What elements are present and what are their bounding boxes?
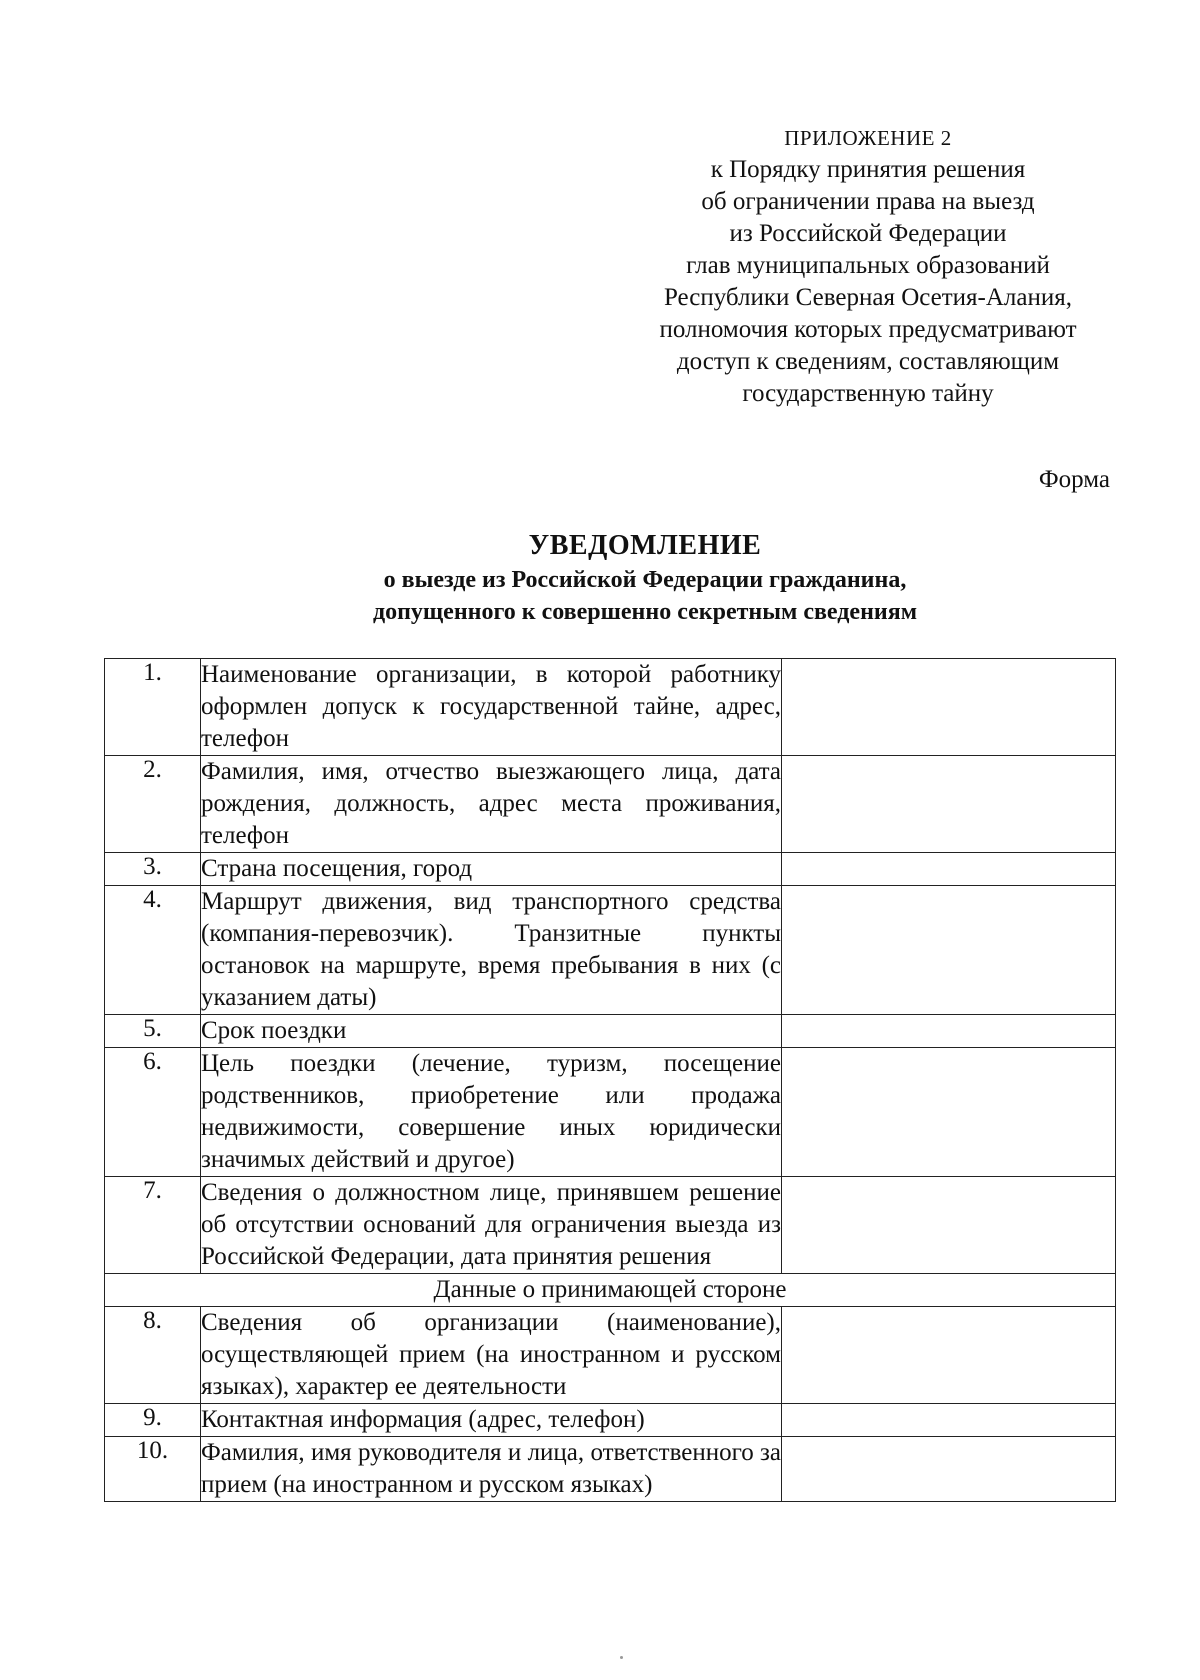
table-row xyxy=(105,1048,1116,1177)
table-row xyxy=(105,886,1116,1015)
notification-form-table xyxy=(104,658,1116,1502)
table-row xyxy=(105,1307,1116,1404)
row-description: Сведения об организации (наименование), осуществляющей прием (на иностранном и русском языках), характер ее деятельности xyxy=(201,1307,782,1404)
row-description: Цель поездки (лечение, туризм, посещение родственников, приобретение или продажа недвижимости, совершение иных юридически значимых действий и другое) xyxy=(201,1048,782,1177)
row-number: 7. xyxy=(105,1177,201,1274)
row-description: Срок поездки xyxy=(201,1015,782,1048)
section-row xyxy=(105,1274,1116,1307)
row-value-cell[interactable] xyxy=(782,1307,1116,1404)
row-description: Фамилия, имя, отчество выезжающего лица, дата рождения, должность, адрес места проживания, телефон xyxy=(201,756,782,853)
table-row xyxy=(105,659,1116,756)
table-row xyxy=(105,1437,1116,1502)
appendix-block xyxy=(628,122,1108,410)
row-number: 6. xyxy=(105,1048,201,1177)
row-number: 8. xyxy=(105,1307,201,1404)
appendix-line: доступ к сведениям, составляющим xyxy=(676,348,1060,375)
row-value-cell[interactable] xyxy=(782,756,1116,853)
row-value-cell[interactable] xyxy=(782,1177,1116,1274)
row-value-cell[interactable] xyxy=(782,1048,1116,1177)
document-title: УВЕДОМЛЕНИЕ xyxy=(528,530,762,561)
table-row xyxy=(105,853,1116,886)
appendix-line: об ограничении права на выезд xyxy=(701,188,1035,215)
appendix-line: Республики Северная Осетия-Алания, xyxy=(663,284,1073,311)
scan-dot xyxy=(620,1656,623,1659)
row-description: Сведения о должностном лице, принявшем решение об отсутствии оснований для ограничения выезда из Российской Федерации, дата принятия решения xyxy=(201,1177,782,1274)
table-row xyxy=(105,756,1116,853)
row-number: 2. xyxy=(105,756,201,853)
document-subtitle-line: допущенного к совершенно секретным сведениям xyxy=(372,599,918,625)
row-value-cell[interactable] xyxy=(782,659,1116,756)
row-number: 4. xyxy=(105,886,201,1015)
appendix-label: ПРИЛОЖЕНИЕ 2 xyxy=(784,126,952,150)
row-number: 5. xyxy=(105,1015,201,1048)
appendix-line: из Российской Федерации xyxy=(729,220,1007,247)
table-row xyxy=(105,1404,1116,1437)
row-description: Страна посещения, город xyxy=(201,853,782,886)
row-description: Наименование организации, в которой работнику оформлен допуск к государственной тайне, адрес, телефон xyxy=(201,659,782,756)
row-number: 10. xyxy=(105,1437,201,1502)
row-number: 3. xyxy=(105,853,201,886)
row-description: Фамилия, имя руководителя и лица, ответственного за прием (на иностранном и русском языках) xyxy=(201,1437,782,1502)
row-value-cell[interactable] xyxy=(782,1404,1116,1437)
section-title: Данные о принимающей стороне xyxy=(105,1274,1116,1307)
table-row xyxy=(105,1177,1116,1274)
table-row xyxy=(105,1015,1116,1048)
row-number: 9. xyxy=(105,1404,201,1437)
row-value-cell[interactable] xyxy=(782,886,1116,1015)
appendix-line: полномочия которых предусматривают xyxy=(659,316,1077,343)
row-value-cell[interactable] xyxy=(782,1437,1116,1502)
form-label: Форма xyxy=(1038,466,1110,493)
row-number: 1. xyxy=(105,659,201,756)
appendix-line: к Порядку принятия решения xyxy=(710,156,1026,183)
document-subtitle-line: о выезде из Российской Федерации гражданина, xyxy=(383,567,907,593)
document-heading xyxy=(0,528,1200,628)
appendix-line: глав муниципальных образований xyxy=(686,252,1050,279)
row-description: Маршрут движения, вид транспортного средства (компания-перевозчик). Транзитные пункты остановок на маршруте, время пребывания в них (с указанием даты) xyxy=(201,886,782,1015)
appendix-line: государственную тайну xyxy=(742,380,994,407)
row-value-cell[interactable] xyxy=(782,853,1116,886)
row-description: Контактная информация (адрес, телефон) xyxy=(201,1404,782,1437)
row-value-cell[interactable] xyxy=(782,1015,1116,1048)
